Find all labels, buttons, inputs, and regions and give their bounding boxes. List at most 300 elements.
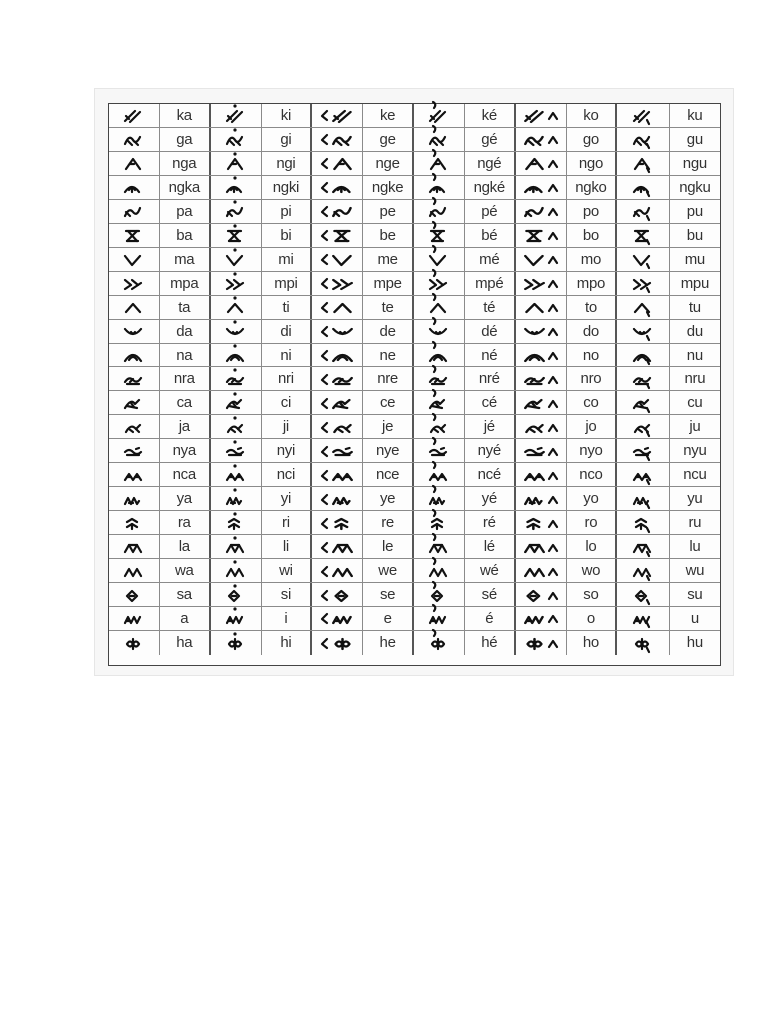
glyph-svg: [319, 442, 355, 460]
syllable-cell: [312, 583, 414, 606]
glyph-svg: [123, 634, 145, 652]
latin-syllable: bé: [481, 226, 498, 244]
latin-syllable: no: [582, 346, 599, 364]
glyph-svg: [225, 274, 247, 292]
baybayin-glyph-ngk-eacute: [414, 176, 465, 199]
latin-syllable: se: [379, 586, 396, 604]
glyph-svg: [225, 586, 247, 604]
glyph-svg: [319, 514, 355, 532]
baybayin-glyph-p-o: [516, 200, 567, 223]
glyph-svg: [632, 562, 654, 580]
latin-syllable: pi: [280, 202, 292, 220]
glyph-svg: [319, 106, 355, 124]
baybayin-glyph-mp-eacute: [414, 272, 465, 295]
syllable-cell: [516, 272, 618, 295]
syllabary-row-d: [109, 320, 720, 344]
syllabary-row-vowel: [109, 607, 720, 631]
glyph-svg: [632, 418, 654, 436]
glyph-svg: [523, 346, 559, 364]
baybayin-glyph-w-eacute: [414, 559, 465, 582]
latin-syllable: ro: [584, 514, 598, 532]
baybayin-glyph-m-u: [617, 248, 669, 271]
baybayin-glyph-vowel-eacute: [414, 607, 465, 630]
syllabary-row-ny: [109, 439, 720, 463]
latin-syllable: po: [582, 202, 599, 220]
latin-syllable: ngi: [276, 154, 296, 172]
syllable-cell: [109, 391, 211, 414]
syllable-cell: [211, 176, 313, 199]
glyph-svg: [523, 418, 559, 436]
baybayin-glyph-c-e: [312, 391, 363, 414]
glyph-svg: [523, 322, 559, 340]
glyph-svg: [123, 394, 145, 412]
glyph-svg: [428, 634, 450, 652]
glyph-svg: [319, 418, 355, 436]
syllable-cell: [109, 367, 211, 390]
syllable-cell: [617, 439, 720, 462]
baybayin-glyph-l-eacute: [414, 535, 465, 558]
baybayin-glyph-r-eacute: [414, 511, 465, 534]
syllable-cell: [617, 583, 720, 606]
syllable-cell: [312, 152, 414, 175]
latin-syllable: ha: [176, 634, 193, 652]
baybayin-glyph-w-o: [516, 559, 567, 582]
syllable-cell: [516, 104, 618, 127]
syllable-cell: [617, 152, 720, 175]
latin-syllable: bu: [686, 226, 703, 244]
baybayin-glyph-s-eacute: [414, 583, 465, 606]
baybayin-glyph-d-i: [211, 320, 262, 343]
latin-syllable: hi: [280, 634, 292, 652]
glyph-svg: [123, 202, 145, 220]
latin-syllable: ngo: [578, 154, 603, 172]
glyph-svg: [428, 394, 450, 412]
latin-syllable: ci: [280, 394, 292, 412]
baybayin-glyph-t-eacute: [414, 296, 465, 319]
latin-syllable: nru: [684, 370, 706, 388]
baybayin-glyph-t-e: [312, 296, 363, 319]
glyph-svg: [319, 274, 355, 292]
syllable-cell: [312, 463, 414, 486]
latin-syllable: ra: [177, 514, 191, 532]
latin-syllable: mpu: [680, 274, 709, 292]
baybayin-glyph-j-eacute: [414, 415, 465, 438]
glyph-svg: [123, 130, 145, 148]
latin-syllable: go: [582, 130, 599, 148]
baybayin-glyph-m-o: [516, 248, 567, 271]
syllable-cell: [617, 391, 720, 414]
syllabary-row-nc: [109, 463, 720, 487]
latin-syllable: lé: [483, 538, 495, 556]
baybayin-glyph-y-eacute: [414, 487, 465, 510]
glyph-svg: [123, 298, 145, 316]
syllabary-sheet: [94, 88, 734, 676]
glyph-svg: [523, 490, 559, 508]
latin-syllable: lo: [585, 538, 597, 556]
glyph-svg: [428, 562, 450, 580]
latin-syllable: ni: [280, 346, 292, 364]
glyph-svg: [123, 226, 145, 244]
syllable-cell: [617, 487, 720, 510]
latin-syllable: gé: [481, 130, 498, 148]
latin-syllable: so: [583, 586, 599, 604]
syllable-cell: [211, 367, 313, 390]
latin-syllable: wa: [174, 562, 194, 580]
latin-syllable: ngko: [575, 178, 607, 196]
latin-syllable: mu: [684, 250, 705, 268]
syllable-cell: [312, 535, 414, 558]
syllable-cell: [109, 224, 211, 247]
baybayin-glyph-nr-u: [617, 367, 669, 390]
latin-syllable: ko: [583, 106, 599, 124]
baybayin-glyph-m-eacute: [414, 248, 465, 271]
latin-syllable: ce: [379, 394, 396, 412]
glyph-svg: [632, 586, 654, 604]
syllable-cell: [516, 415, 618, 438]
syllable-cell: [312, 415, 414, 438]
latin-syllable: nca: [172, 466, 196, 484]
syllabary-table: [108, 103, 721, 666]
latin-syllable: nre: [377, 370, 398, 388]
glyph-svg: [225, 538, 247, 556]
syllable-cell: [516, 631, 618, 655]
baybayin-glyph-ngk-i: [211, 176, 262, 199]
glyph-svg: [523, 609, 559, 627]
latin-syllable: o: [586, 609, 595, 627]
baybayin-glyph-s-u: [617, 583, 669, 606]
baybayin-glyph-vowel-u: [617, 607, 669, 630]
glyph-svg: [123, 346, 145, 364]
latin-syllable: lu: [689, 538, 701, 556]
baybayin-glyph-l-a: [109, 535, 160, 558]
glyph-svg: [523, 562, 559, 580]
latin-syllable: ba: [176, 226, 193, 244]
glyph-svg: [319, 226, 355, 244]
latin-syllable: me: [377, 250, 398, 268]
glyph-svg: [428, 178, 450, 196]
glyph-svg: [225, 514, 247, 532]
baybayin-glyph-p-eacute: [414, 200, 465, 223]
syllable-cell: [617, 176, 720, 199]
syllabary-row-y: [109, 487, 720, 511]
latin-syllable: ga: [176, 130, 193, 148]
latin-syllable: gu: [686, 130, 703, 148]
glyph-svg: [225, 202, 247, 220]
glyph-svg: [632, 394, 654, 412]
baybayin-glyph-k-o: [516, 104, 567, 127]
syllable-cell: [211, 391, 313, 414]
syllable-cell: [211, 583, 313, 606]
syllable-cell: [516, 487, 618, 510]
baybayin-glyph-mp-e: [312, 272, 363, 295]
baybayin-glyph-y-o: [516, 487, 567, 510]
baybayin-glyph-g-u: [617, 128, 669, 151]
baybayin-glyph-n-eacute: [414, 344, 465, 367]
glyph-svg: [319, 250, 355, 268]
latin-syllable: e: [383, 609, 392, 627]
syllable-cell: [516, 583, 618, 606]
latin-syllable: ne: [379, 346, 396, 364]
baybayin-glyph-k-eacute: [414, 104, 465, 127]
glyph-svg: [632, 178, 654, 196]
baybayin-glyph-vowel-a: [109, 607, 160, 630]
glyph-svg: [428, 466, 450, 484]
syllable-cell: [414, 511, 516, 534]
glyph-svg: [123, 418, 145, 436]
glyph-svg: [428, 418, 450, 436]
latin-syllable: pa: [176, 202, 193, 220]
latin-syllable: ru: [688, 514, 702, 532]
syllable-cell: [109, 535, 211, 558]
syllable-cell: [109, 200, 211, 223]
baybayin-glyph-h-i: [211, 631, 262, 655]
latin-syllable: jo: [585, 418, 597, 436]
glyph-svg: [319, 202, 355, 220]
baybayin-glyph-m-a: [109, 248, 160, 271]
baybayin-glyph-l-o: [516, 535, 567, 558]
baybayin-glyph-g-o: [516, 128, 567, 151]
syllable-cell: [617, 344, 720, 367]
glyph-svg: [123, 370, 145, 388]
latin-syllable: nyé: [477, 442, 501, 460]
syllable-cell: [617, 224, 720, 247]
syllable-cell: [312, 128, 414, 151]
baybayin-glyph-p-e: [312, 200, 363, 223]
syllable-cell: [617, 607, 720, 630]
baybayin-glyph-c-a: [109, 391, 160, 414]
glyph-svg: [428, 322, 450, 340]
latin-syllable: mé: [479, 250, 500, 268]
baybayin-glyph-ngk-a: [109, 176, 160, 199]
latin-syllable: ké: [481, 106, 497, 124]
glyph-svg: [123, 466, 145, 484]
syllable-cell: [211, 296, 313, 319]
syllable-cell: [516, 152, 618, 175]
latin-syllable: wé: [479, 562, 499, 580]
glyph-svg: [523, 586, 559, 604]
syllable-cell: [109, 104, 211, 127]
syllable-cell: [109, 583, 211, 606]
latin-syllable: ge: [379, 130, 396, 148]
baybayin-glyph-n-o: [516, 344, 567, 367]
latin-syllable: nge: [375, 154, 400, 172]
baybayin-glyph-nc-o: [516, 463, 567, 486]
latin-syllable: re: [381, 514, 394, 532]
baybayin-glyph-w-a: [109, 559, 160, 582]
latin-syllable: nga: [172, 154, 197, 172]
glyph-svg: [428, 609, 450, 627]
latin-syllable: ncu: [683, 466, 707, 484]
latin-syllable: nya: [172, 442, 196, 460]
latin-syllable: ngé: [477, 154, 502, 172]
baybayin-glyph-nc-eacute: [414, 463, 465, 486]
syllable-cell: [109, 152, 211, 175]
syllable-cell: [109, 559, 211, 582]
syllabary-row-mp: [109, 272, 720, 296]
glyph-svg: [523, 106, 559, 124]
syllable-cell: [414, 200, 516, 223]
glyph-svg: [123, 106, 145, 124]
latin-syllable: hu: [686, 634, 703, 652]
baybayin-glyph-j-a: [109, 415, 160, 438]
glyph-svg: [225, 346, 247, 364]
syllable-cell: [414, 224, 516, 247]
glyph-svg: [523, 226, 559, 244]
baybayin-glyph-l-e: [312, 535, 363, 558]
syllabary-row-k: [109, 104, 720, 128]
baybayin-glyph-nr-o: [516, 367, 567, 390]
glyph-svg: [123, 154, 145, 172]
syllable-cell: [617, 511, 720, 534]
glyph-svg: [225, 634, 247, 652]
glyph-svg: [632, 634, 654, 652]
glyph-svg: [428, 202, 450, 220]
latin-syllable: nré: [478, 370, 500, 388]
syllable-cell: [312, 200, 414, 223]
latin-syllable: ku: [687, 106, 703, 124]
glyph-svg: [319, 538, 355, 556]
baybayin-glyph-g-a: [109, 128, 160, 151]
syllable-cell: [109, 607, 211, 630]
glyph-svg: [123, 538, 145, 556]
syllable-cell: [414, 463, 516, 486]
glyph-svg: [428, 298, 450, 316]
glyph-svg: [225, 250, 247, 268]
glyph-svg: [319, 562, 355, 580]
baybayin-glyph-n-e: [312, 344, 363, 367]
baybayin-glyph-ng-i: [211, 152, 262, 175]
glyph-svg: [319, 298, 355, 316]
baybayin-glyph-nc-u: [617, 463, 669, 486]
latin-syllable: ngke: [371, 178, 404, 196]
glyph-svg: [225, 562, 247, 580]
syllabary-row-l: [109, 535, 720, 559]
latin-syllable: nyi: [276, 442, 296, 460]
baybayin-glyph-h-o: [516, 631, 567, 655]
glyph-svg: [225, 418, 247, 436]
baybayin-glyph-p-u: [617, 200, 669, 223]
glyph-svg: [225, 322, 247, 340]
syllable-cell: [414, 272, 516, 295]
syllable-cell: [109, 344, 211, 367]
baybayin-glyph-r-a: [109, 511, 160, 534]
baybayin-glyph-d-e: [312, 320, 363, 343]
syllable-cell: [109, 176, 211, 199]
latin-syllable: bi: [280, 226, 292, 244]
latin-syllable: ju: [689, 418, 701, 436]
syllable-cell: [617, 296, 720, 319]
latin-syllable: ri: [282, 514, 290, 532]
syllable-cell: [312, 487, 414, 510]
syllable-cell: [211, 224, 313, 247]
latin-syllable: mo: [580, 250, 602, 268]
baybayin-glyph-ny-u: [617, 439, 669, 462]
latin-syllable: wu: [685, 562, 705, 580]
latin-syllable: ki: [280, 106, 292, 124]
syllable-cell: [109, 296, 211, 319]
glyph-svg: [523, 154, 559, 172]
glyph-svg: [225, 394, 247, 412]
glyph-svg: [123, 442, 145, 460]
baybayin-glyph-g-eacute: [414, 128, 465, 151]
latin-syllable: ji: [282, 418, 289, 436]
glyph-svg: [428, 130, 450, 148]
glyph-svg: [428, 442, 450, 460]
latin-syllable: co: [583, 394, 599, 412]
glyph-svg: [632, 250, 654, 268]
glyph-svg: [319, 586, 355, 604]
baybayin-glyph-nr-a: [109, 367, 160, 390]
baybayin-glyph-ngk-e: [312, 176, 363, 199]
latin-syllable: nyo: [579, 442, 603, 460]
baybayin-glyph-l-i: [211, 535, 262, 558]
syllable-cell: [516, 511, 618, 534]
baybayin-glyph-ng-u: [617, 152, 669, 175]
glyph-svg: [632, 226, 654, 244]
baybayin-glyph-b-u: [617, 224, 669, 247]
syllable-cell: [414, 487, 516, 510]
glyph-svg: [428, 514, 450, 532]
baybayin-glyph-p-a: [109, 200, 160, 223]
baybayin-glyph-mp-i: [211, 272, 262, 295]
glyph-svg: [319, 394, 355, 412]
glyph-svg: [632, 490, 654, 508]
latin-syllable: pe: [379, 202, 396, 220]
syllable-cell: [312, 248, 414, 271]
baybayin-glyph-c-i: [211, 391, 262, 414]
syllable-cell: [211, 152, 313, 175]
latin-syllable: jé: [483, 418, 495, 436]
glyph-svg: [123, 322, 145, 340]
baybayin-glyph-c-eacute: [414, 391, 465, 414]
syllable-cell: [109, 487, 211, 510]
glyph-svg: [319, 634, 355, 652]
syllabary-row-m: [109, 248, 720, 272]
baybayin-glyph-c-o: [516, 391, 567, 414]
syllable-cell: [211, 248, 313, 271]
baybayin-glyph-r-u: [617, 511, 669, 534]
syllable-cell: [617, 248, 720, 271]
latin-syllable: de: [379, 322, 396, 340]
latin-syllable: nu: [686, 346, 703, 364]
latin-syllable: mpi: [274, 274, 298, 292]
glyph-svg: [632, 609, 654, 627]
syllable-cell: [414, 296, 516, 319]
baybayin-glyph-k-i: [211, 104, 262, 127]
syllabary-row-p: [109, 200, 720, 224]
latin-syllable: ma: [174, 250, 195, 268]
baybayin-glyph-w-e: [312, 559, 363, 582]
baybayin-glyph-t-i: [211, 296, 262, 319]
syllable-cell: [516, 463, 618, 486]
glyph-svg: [225, 226, 247, 244]
glyph-svg: [319, 609, 355, 627]
latin-syllable: si: [280, 586, 292, 604]
syllable-cell: [312, 344, 414, 367]
baybayin-glyph-b-e: [312, 224, 363, 247]
latin-syllable: he: [379, 634, 396, 652]
glyph-svg: [123, 609, 145, 627]
syllable-cell: [211, 272, 313, 295]
latin-syllable: pé: [481, 202, 498, 220]
glyph-svg: [428, 346, 450, 364]
glyph-svg: [225, 466, 247, 484]
syllable-cell: [211, 607, 313, 630]
baybayin-glyph-m-i: [211, 248, 262, 271]
glyph-svg: [523, 466, 559, 484]
syllable-cell: [516, 320, 618, 343]
syllabary-row-b: [109, 224, 720, 248]
